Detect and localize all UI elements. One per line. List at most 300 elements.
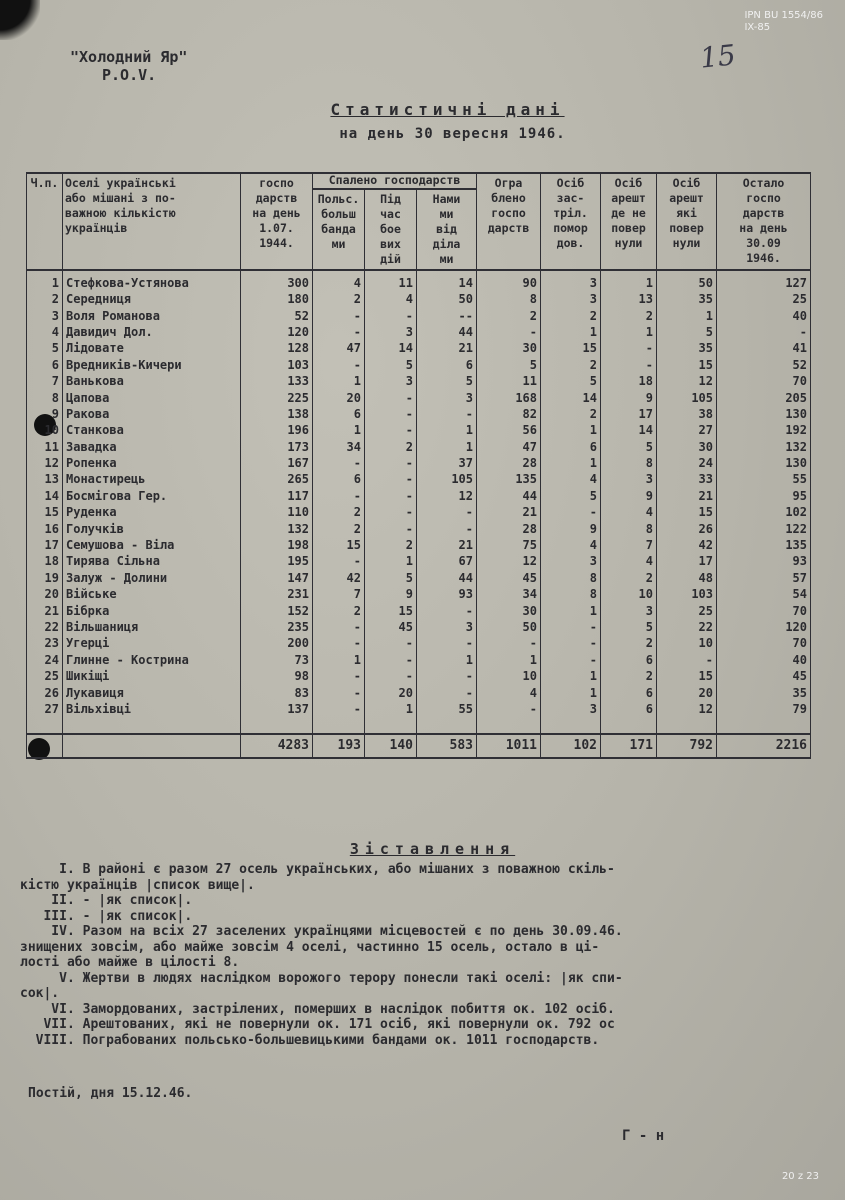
table-cell: 33 [657,471,717,487]
organization-header [70,48,187,84]
table-row [27,504,811,520]
settlement-name: Станкова [63,422,241,438]
table-cell: 8 [541,570,601,586]
table-cell: 1 [657,307,717,323]
table-cell [27,717,63,733]
table-cell: 12 [657,701,717,717]
row-number: 16 [27,520,63,536]
table-cell: - [477,701,541,717]
row-number: 4 [27,324,63,340]
table-cell: - [417,520,477,536]
table-row [27,652,811,668]
table-cell: - [365,520,417,536]
table-cell: 4 [365,291,417,307]
scan-corner-shadow [0,0,40,40]
row-number: 12 [27,455,63,471]
table-cell: 45 [717,668,811,684]
table-cell: 265 [241,471,313,487]
table-row [27,307,811,323]
table-cell: 3 [541,291,601,307]
settlement-name: Цапова [63,389,241,405]
table-cell: 180 [241,291,313,307]
summary-line: VI. Замордованих, застрілених, померших в наслідок побиття ок. 102 осіб. [20,1001,615,1017]
signature: Г - н [622,1128,665,1144]
table-cell: 15 [657,504,717,520]
table-cell: 4 [313,270,365,291]
settlement-name: Війське [63,586,241,602]
settlement-name: Тирява Сільна [63,553,241,569]
table-cell: 55 [717,471,811,487]
table-cell: 1 [541,324,601,340]
col-header-burned-units: Нами ми від діла ми [417,189,477,270]
table-cell: 1 [417,652,477,668]
table-cell: 2 [477,307,541,323]
table-cell: 34 [313,439,365,455]
table-cell: 15 [365,602,417,618]
table-row [27,619,811,635]
table-cell: 3 [541,553,601,569]
total-cell: 140 [365,734,417,758]
table-cell: 9 [601,389,657,405]
totals-row [27,734,811,758]
table-cell: 41 [717,340,811,356]
table-cell: 45 [477,570,541,586]
table-cell: 28 [477,455,541,471]
table-cell [313,717,365,733]
table-cell [717,717,811,733]
col-header-settlement: Оселі українські або мішані з по- важною кількістю українців [63,173,241,270]
table-body [27,270,811,734]
table-cell: - [313,553,365,569]
table-row [27,488,811,504]
table-cell: - [365,668,417,684]
row-number: 15 [27,504,63,520]
summary-line: I. В районі є разом 27 осель українських, або мішаних з поважною скіль- [20,862,615,877]
table-cell: 67 [417,553,477,569]
table-cell: 6 [601,652,657,668]
summary-line: V. Жертви в людях наслідком ворожого терору понесли такі оселі: |як спи- [20,970,623,986]
total-cell: 1011 [477,734,541,758]
table-cell: 6 [601,701,657,717]
table-cell [241,717,313,733]
organization-name: "Холодний Яр" [70,48,188,66]
row-number: 6 [27,357,63,373]
summary-line: VIII. Пограбованих польсько-большевицькими бандами ок. 1011 господарств. [20,1032,600,1048]
table-cell: 6 [417,357,477,373]
table-cell: 30 [477,602,541,618]
total-cell: 2216 [717,734,811,758]
table-cell: 103 [241,357,313,373]
table-cell: - [541,635,601,651]
summary-line: II. - |як список|. [20,893,193,908]
table-cell [365,717,417,733]
table-cell: 198 [241,537,313,553]
table-cell: 2 [601,307,657,323]
summary-text [20,862,820,1048]
table-cell: - [365,488,417,504]
col-header-burned-group: Спалено господарств [313,173,477,189]
table-cell: 42 [657,537,717,553]
table-cell: - [541,504,601,520]
table-cell: 50 [657,270,717,291]
table-cell: 35 [717,684,811,700]
table-cell: 18 [601,373,657,389]
table-row [27,270,811,291]
table-cell: 6 [313,471,365,487]
table-cell: 34 [477,586,541,602]
settlement-name: Лукавиця [63,684,241,700]
total-cell: 102 [541,734,601,758]
table-cell: - [365,504,417,520]
table-cell: 1 [365,553,417,569]
row-number: 22 [27,619,63,635]
table-cell: 1 [541,455,601,471]
table-cell: 44 [477,488,541,504]
table-cell: 1 [601,270,657,291]
table-cell: 15 [657,668,717,684]
table-cell: 42 [313,570,365,586]
table-cell: 5 [417,373,477,389]
table-cell: 25 [717,291,811,307]
table-cell: 28 [477,520,541,536]
settlement-name: Завадка [63,439,241,455]
table-cell: 1 [313,422,365,438]
table-cell: 225 [241,389,313,405]
table-cell: 102 [717,504,811,520]
table-cell: 40 [717,652,811,668]
table-cell: 168 [477,389,541,405]
table-cell: 20 [313,389,365,405]
table-cell: 6 [601,684,657,700]
table-cell: 73 [241,652,313,668]
table-cell: - [365,455,417,471]
table-cell: - [417,635,477,651]
table-cell: 82 [477,406,541,422]
table-cell: 120 [241,324,313,340]
table-cell: 1 [541,668,601,684]
total-cell: 792 [657,734,717,758]
table-cell: 21 [477,504,541,520]
table-cell: 128 [241,340,313,356]
table-cell: 4 [541,471,601,487]
table-cell: 14 [541,389,601,405]
row-number: 8 [27,389,63,405]
table-cell: - [601,340,657,356]
table-cell: 133 [241,373,313,389]
table-row [27,684,811,700]
table-cell: 1 [541,684,601,700]
table-cell: 70 [717,635,811,651]
table-cell: 50 [417,291,477,307]
table-cell: 13 [601,291,657,307]
table-cell: - [477,635,541,651]
table-cell: - [313,488,365,504]
table-cell: 205 [717,389,811,405]
row-number: 9 [27,406,63,422]
table-cell: 173 [241,439,313,455]
settlement-name: Бібрка [63,602,241,618]
table-cell: - [365,307,417,323]
table-cell: 44 [417,324,477,340]
summary-line: III. - |як список|. [20,908,193,924]
table-cell: 122 [717,520,811,536]
table-cell [63,717,241,733]
table-cell: 1 [541,602,601,618]
table-cell: 38 [657,406,717,422]
table-cell: 1 [417,439,477,455]
table-cell: 52 [717,357,811,373]
table-cell: 22 [657,619,717,635]
settlement-name: Босмігова Гер. [63,488,241,504]
table-cell: 135 [717,537,811,553]
table-cell: 6 [313,406,365,422]
table-cell: 1 [477,652,541,668]
table-cell: 105 [657,389,717,405]
table-cell: 70 [717,373,811,389]
settlement-name: Лідовате [63,340,241,356]
settlement-name: Монастирець [63,471,241,487]
table-cell: 8 [601,520,657,536]
table-cell: 47 [477,439,541,455]
table-cell: 93 [717,553,811,569]
table-cell: 132 [717,439,811,455]
row-number: 27 [27,701,63,717]
row-number: 19 [27,570,63,586]
table-row [27,324,811,340]
table-row [27,357,811,373]
document-subtitle: на день 30 вересня 1946. [339,126,566,142]
table-cell: 130 [717,455,811,471]
table-cell: - [417,504,477,520]
row-number: 23 [27,635,63,651]
organization-unit: Р.О.V. [102,66,157,84]
table-cell: 110 [241,504,313,520]
table-cell: 2 [313,602,365,618]
table-cell: - [417,406,477,422]
settlement-name: Вільшаниця [63,619,241,635]
row-number: 26 [27,684,63,700]
date-line: Постій, дня 15.12.46. [28,1086,193,1101]
table-cell: 12 [417,488,477,504]
archive-stamp [744,10,823,34]
table-cell: 105 [417,471,477,487]
table-cell [417,717,477,733]
table-row [27,537,811,553]
table-row [27,439,811,455]
table-cell: 55 [417,701,477,717]
col-header-number: Ч.п. [27,173,63,270]
settlement-name: Ванькова [63,373,241,389]
row-number: 7 [27,373,63,389]
settlement-name: Ропенка [63,455,241,471]
table-cell: 3 [601,602,657,618]
table-cell: 5 [477,357,541,373]
table-cell: 5 [657,324,717,340]
table-cell: - [313,668,365,684]
archive-signature: IPN BU 1554/86 [744,10,823,21]
row-number: 3 [27,307,63,323]
total-cell: 193 [313,734,365,758]
table-cell: 11 [365,270,417,291]
table-row [27,586,811,602]
table-cell: 4 [477,684,541,700]
table-cell: 5 [365,357,417,373]
row-number: 24 [27,652,63,668]
row-number: 10 [27,422,63,438]
table-cell: 5 [365,570,417,586]
table-cell: 2 [313,291,365,307]
table-cell: 5 [541,373,601,389]
table-cell: 2 [541,307,601,323]
table-cell: 4 [601,504,657,520]
table-cell: -- [417,307,477,323]
settlement-name: Угерці [63,635,241,651]
table-cell: 103 [657,586,717,602]
settlement-name: Воля Романова [63,307,241,323]
row-number: 5 [27,340,63,356]
table-cell: - [365,652,417,668]
table-cell: 1 [313,373,365,389]
table-cell: 3 [601,471,657,487]
table-cell: 21 [417,340,477,356]
table-cell: - [365,471,417,487]
total-cell: 583 [417,734,477,758]
section-title: Зіставлення [349,840,516,858]
table-cell: 52 [241,307,313,323]
table-cell: 48 [657,570,717,586]
table-cell: 235 [241,619,313,635]
table-row [27,373,811,389]
table-cell: 195 [241,553,313,569]
table-cell: - [541,652,601,668]
table-cell: 12 [657,373,717,389]
table-cell: 24 [657,455,717,471]
table-cell: 10 [477,668,541,684]
table-cell: 8 [601,455,657,471]
table-row [27,701,811,717]
col-header-households-1944: госпо дарств на день 1.07. 1944. [241,173,313,270]
col-header-shot: Осіб зас- тріл. помор дов. [541,173,601,270]
table-cell: - [365,635,417,651]
table-cell: 56 [477,422,541,438]
table-cell: 300 [241,270,313,291]
table-cell: 3 [541,701,601,717]
row-number: 14 [27,488,63,504]
table-cell: 9 [541,520,601,536]
table-cell: - [417,684,477,700]
row-number: 2 [27,291,63,307]
settlement-name: Глинне - Кострина [63,652,241,668]
table-cell: - [365,422,417,438]
table-cell: 1 [313,652,365,668]
table-cell: 127 [717,270,811,291]
settlement-name: Вільхівці [63,701,241,717]
table-cell: 35 [657,291,717,307]
table-cell: - [541,619,601,635]
table-cell: 11 [477,373,541,389]
table-cell: - [365,389,417,405]
settlement-name: Давидич Дол. [63,324,241,340]
totals-cell-empty [63,734,241,758]
table-row [27,406,811,422]
summary-line: VII. Арештованих, які не повернули ок. 171 осіб, які повернули ок. 792 ос [20,1017,615,1032]
table-cell: 5 [601,619,657,635]
table-cell: 30 [657,439,717,455]
col-header-burned-bands: Польс. больш банда ми [313,189,365,270]
table-row [27,570,811,586]
table-cell: 1 [541,422,601,438]
table-cell: - [365,406,417,422]
row-number: 18 [27,553,63,569]
table-cell: 90 [477,270,541,291]
table-cell: 147 [241,570,313,586]
table-cell: 167 [241,455,313,471]
table-cell: 57 [717,570,811,586]
table-cell: 5 [601,439,657,455]
table-cell: 3 [417,389,477,405]
table-cell: 6 [541,439,601,455]
table-cell: - [313,324,365,340]
settlement-name: Ракова [63,406,241,422]
table-cell: 3 [417,619,477,635]
col-header-burned-fighting: Під час бое вих дій [365,189,417,270]
table-cell: 2 [601,570,657,586]
table-cell: 5 [541,488,601,504]
settlement-name: Голучків [63,520,241,536]
table-cell: 45 [365,619,417,635]
table-cell: - [313,635,365,651]
table-cell [477,717,541,733]
table-cell: - [313,701,365,717]
table-cell: 200 [241,635,313,651]
table-cell: 2 [313,520,365,536]
table-cell: 3 [365,373,417,389]
table-cell: 14 [417,270,477,291]
table-cell [657,717,717,733]
table-row [27,340,811,356]
table-cell: 14 [365,340,417,356]
table-cell: 15 [313,537,365,553]
table-cell: 30 [477,340,541,356]
table-cell: 15 [657,357,717,373]
settlement-name: Семушова - Віла [63,537,241,553]
table-cell: 130 [717,406,811,422]
table-cell: 25 [657,602,717,618]
row-number: 1 [27,270,63,291]
table-cell: 10 [601,586,657,602]
settlement-name: Шикіщі [63,668,241,684]
table-cell: 35 [657,340,717,356]
table-cell: 50 [477,619,541,635]
table-cell: 120 [717,619,811,635]
table-cell: - [417,602,477,618]
table-cell: 192 [717,422,811,438]
table-cell: 17 [601,406,657,422]
settlement-name: Руденка [63,504,241,520]
table-cell: 47 [313,340,365,356]
table-cell: - [313,455,365,471]
table-row [27,455,811,471]
table-cell: 44 [417,570,477,586]
table-row [27,635,811,651]
table-cell: 70 [717,602,811,618]
table-cell: 117 [241,488,313,504]
summary-line: кістю українців |список вище|. [20,877,255,893]
table-cell: 10 [657,635,717,651]
settlement-name: Середниця [63,291,241,307]
table-cell: 2 [541,406,601,422]
table-cell: - [717,324,811,340]
